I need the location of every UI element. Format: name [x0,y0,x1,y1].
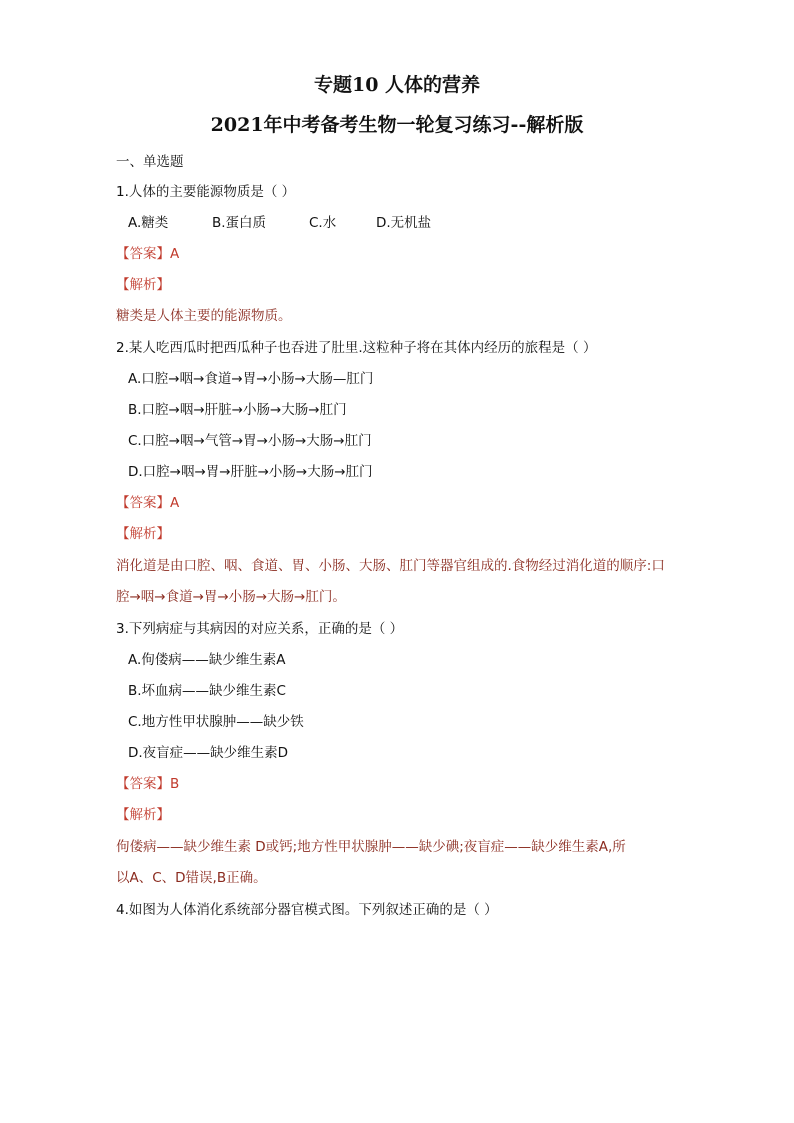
question-1-analysis: 糖类是人体主要的能源物质。 [116,308,292,324]
question-1-option-c: C.水 [309,215,337,231]
question-3-answer [116,775,179,793]
question-4-stem: 4.如图为人体消化系统部分器官模式图。下列叙述正确的是（ ） [116,902,498,918]
answer-value: A [170,495,180,511]
question-2-stem: 2.某人吃西瓜时把西瓜种子也吞进了肚里.这粒种子将在其体内经历的旅程是（ ） [116,340,597,356]
question-1-option-d: D.无机盐 [376,215,432,231]
question-2-answer [116,494,179,512]
answer-value: A [170,246,180,262]
question-3-option-a: A.佝偻病——缺少维生素A [128,652,286,668]
answer-label: 【答案】 [116,246,170,262]
question-3-analysis-label: 【解析】 [116,807,170,823]
question-3-option-d: D.夜盲症——缺少维生素D [128,745,289,761]
question-1-option-b: B.蛋白质 [212,215,267,231]
question-1-stem: 1.人体的主要能源物质是（ ） [116,184,296,200]
question-2-option-d: D.口腔→咽→胃→肝脏→小肠→大肠→肛门 [128,464,373,480]
question-3-analysis-line-2: 以A、C、D错误,B正确。 [116,870,267,886]
page-title: 专题10 人体的营养 [313,74,481,96]
question-3-option-b: B.坏血病——缺少维生素C [128,683,286,699]
question-3-stem: 3.下列病症与其病因的对应关系，正确的是（ ） [116,621,404,637]
question-2-analysis-label: 【解析】 [116,526,170,542]
question-2-option-c: C.口腔→咽→气管→胃→小肠→大肠→肛门 [128,433,372,449]
question-2-analysis-line-2: 腔→咽→食道→胃→小肠→大肠→肛门。 [116,589,346,605]
question-2-analysis-line-1: 消化道是由口腔、咽、食道、胃、小肠、大肠、肛门等器官组成的.食物经过消化道的顺序:口 [116,558,665,574]
question-3-analysis-line-1: 佝偻病——缺少维生素 D或钙;地方性甲状腺肿——缺少碘;夜盲症——缺少维生素A,所 [116,839,626,855]
question-1-option-a: A.糖类 [128,215,169,231]
question-1-analysis-label: 【解析】 [116,277,170,293]
page-subtitle: 2021年中考备考生物一轮复习练习--解析版 [210,114,584,136]
question-2-option-b: B.口腔→咽→肝脏→小肠→大肠→肛门 [128,402,347,418]
answer-label: 【答案】 [116,495,170,511]
answer-label: 【答案】 [116,776,170,792]
question-3-option-c: C.地方性甲状腺肿——缺少铁 [128,714,304,730]
question-2-option-a: A.口腔→咽→食道→胃→小肠→大肠—肛门 [128,371,374,387]
section-heading: 一、单选题 [116,154,184,170]
answer-value: B [170,776,180,792]
question-1-answer [116,245,179,263]
